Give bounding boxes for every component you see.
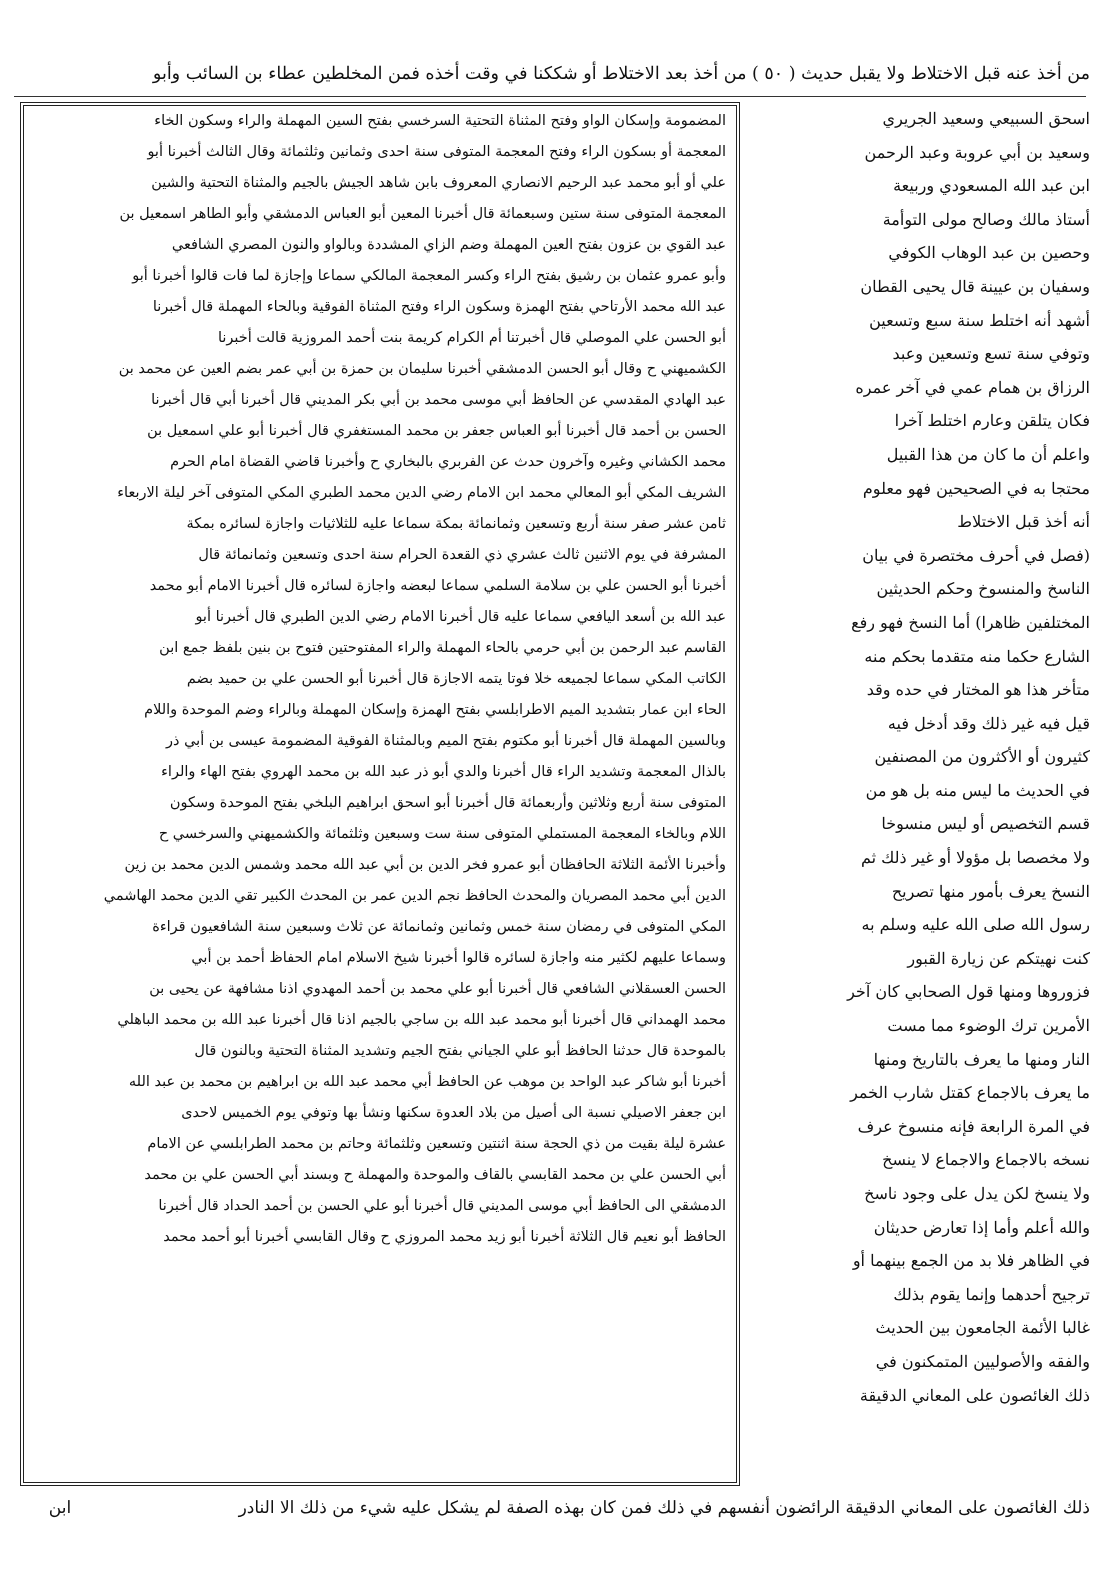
main-text-line: المعجمة المتوفى سنة ستين وسبعمائة قال أخبرنا المعين أبو العباس الدمشقي وأبو الطاهر اسمعيل بن [119,206,726,222]
main-text-line: الحاء ابن عمار بتشديد الميم الاطرابلسي بفتح الهمزة وإسكان المهملة وبالراء وضم الموحدة واللام [144,702,726,718]
margin-line: الشارع حكما منه متقدما بحكم منه [864,646,1090,666]
main-text-line: عبد الله محمد الأرتاحي بفتح الهمزة وسكون الراء وفتح المثناة الفوقية وبالحاء المهملة قال أخبرنا [152,299,726,315]
margin-line: رسول الله صلى الله عليه وسلم به [861,915,1090,935]
main-text-line: الدمشقي الى الحافظ أبي موسى المديني قال أخبرنا أبو علي الحسن بن أحمد الحداد قال أخبرنا [158,1198,726,1214]
main-text-line: الدين أبي محمد المصريان والمحدث الحافظ نجم الدين عمر بن المحدث الكبير تقي الدين محمد الهاشمي [103,888,726,904]
main-text-line: المشرفة في يوم الاثنين ثالث عشري ذي القعدة الحرام سنة احدى وتسعين وثمانمائة قال [198,547,726,563]
catchword: ابن [48,1498,72,1518]
main-text-line: الكشميهني ح وقال أبو الحسن الدمشقي أخبرنا سليمان بن حمزة بن أبي عمر بضم العين عن محمد بن [118,361,726,377]
main-text-line: القاسم عبد الرحمن بن أبي حرمي بالحاء المهملة والراء المفتوحتين فتوح بن بنين بلفظ جمع ابن [159,640,726,656]
main-text-line: أخبرنا أبو الحسن علي بن سلامة السلمي سماعا لبعضه واجازة لسائره قال أخبرنا الامام أبو محمد [149,578,726,594]
margin-line: في المرة الرابعة فإنه منسوخ عرف [857,1116,1090,1136]
page-header: من أخذ عنه قبل الاختلاط ولا يقبل حديث ( ٥٠ ) من أخذ بعد الاختلاط أو شككنا في وقت أخذه فمن المخلطين عطاء بن السائب وأبو [152,64,1090,84]
margin-line: فكان يتلقن وعارم اختلط آخرا [894,411,1090,431]
margin-line: قيل فيه غير ذلك وقد أدخل فيه [887,713,1090,733]
main-text-line: عبد الهادي المقدسي عن الحافظ أبي موسى محمد بن أبي بكر المديني قال أخبرنا أبي قال أخبرنا [151,392,726,408]
margin-line: في الظاهر فلا بد من الجمع بينهما أو [852,1251,1090,1271]
margin-line: اسحق السبيعي وسعيد الجريري [882,109,1090,128]
main-text-line: المعجمة أو بسكون الراء وفتح المعجمة المتوفى سنة احدى وثمانين وثلثمائة وقال الثالث أخبرنا أبو [147,144,726,160]
main-text-line: أبي الحسن علي بن محمد القابسي بالقاف والموحدة والمهملة ح وبسند أبي الحسن علي بن محمد [144,1167,726,1183]
main-text-line: محمد الكشاني وغيره وآخرون حدث عن الفربري بالبخاري ح وأخبرنا قاضي القضاة امام الحرم [170,454,726,470]
margin-line: متأخر هذا هو المختار في حده وقد [866,680,1090,700]
margin-line: ولا مخصصا بل مؤولا أو غير ذلك ثم [860,848,1090,868]
margin-line: النار ومنها ما يعرف بالتاريخ ومنها [873,1049,1090,1069]
margin-line: في الحديث ما ليس منه بل هو من [865,780,1090,800]
margin-line: غالبا الأئمة الجامعون بين الحديث [875,1318,1090,1338]
main-text-line: ثامن عشر صفر سنة أربع وتسعين وثمانمائة بمكة سماعا عليه للثلاثيات واجازة لسائره بمكة [186,516,726,532]
main-text-line: المتوفى سنة أربع وثلاثين وأربعمائة قال أخبرنا أبو اسحق ابراهيم البلخي بفتح الموحدة وسكون [169,795,726,811]
main-text-line: الحسن بن أحمد قال أخبرنا أبو العباس جعفر بن محمد المستغفري قال أخبرنا أبو علي اسمعيل بن [147,423,726,439]
main-text-line: عشرة ليلة بقيت من ذي الحجة سنة اثنتين وتسعين وثلثمائة وحاتم بن محمد الطرابلسي عن الامام [147,1136,726,1152]
main-text-line: الكاتب المكي سماعا لجميعه خلا فوتا يتمه الاجازة قال أخبرنا أبو الحسن علي بن حميد بضم [186,671,726,687]
margin-line: والفقه والأصوليين المتمكنون في [875,1351,1090,1371]
margin-line: والله أعلم وأما إذا تعارض حديثان [873,1217,1090,1237]
margin-line: ولا ينسخ لكن يدل على وجود ناسخ [864,1184,1090,1203]
margin-line: أشهد أنه اختلط سنة سبع وتسعين [869,310,1090,330]
margin-line: قسم التخصيص أو ليس منسوخا [881,814,1090,834]
margin-line: المختلفين ظاهرا) أما النسخ فهو رفع [851,612,1090,632]
main-text-line: اللام وبالخاء المعجمة المستملي المتوفى سنة ست وسبعين وثلثمائة والكشميهني والسرخسي ح [158,826,726,842]
margin-line: النسخ يعرف بأمور منها تصريح [891,881,1090,901]
main-text-line: عبد القوي بن عزون بفتح العين المهملة وضم الزاي المشددة وبالواو والنون المصري الشافعي [171,237,726,253]
margin-line: وسعيد بن أبي عروبة وعبد الرحمن [864,142,1090,162]
page-footer-line: ذلك الغائصون على المعاني الدقيقة الرائضون أنفسهم في ذلك فمن كان بهذه الصفة لم يشكل عليه شيء من ذلك الا النادر [238,1498,1090,1518]
main-text-line: بالذال المعجمة وتشديد الراء قال أخبرنا والدي أبو ذر عبد الله بن محمد الهروي بفتح الهاء والراء [161,764,726,780]
main-text-line: عبد الله بن أسعد اليافعي سماعا عليه قال أخبرنا الامام رضي الدين الطبري قال أخبرنا أبو [195,609,726,625]
margin-line: الرزاق بن همام عمي في آخر عمره [855,377,1090,397]
main-text-line: أبو الحسن علي الموصلي قال أخبرتنا أم الكرام كريمة بنت أحمد المروزية قالت أخبرنا [217,330,726,346]
header-divider [14,96,1086,97]
main-text-line: ابن جعفر الاصيلي نسبة الى أصيل من بلاد العدوة سكنها ونشأ بها وتوفي يوم الخميس لاحدى [181,1105,726,1121]
main-text-line: وبالسين المهملة قال أخبرنا أبو مكتوم بفتح الميم وبالمثناة الفوقية المضمومة عيسى بن أبي ذر [166,733,726,749]
margin-line: أنه أخذ قبل الاختلاط [957,512,1090,532]
main-text-line: وأخبرنا الأئمة الثلاثة الحافظان أبو عمرو فخر الدين بن أبي عبد الله محمد وشمس الدين محمد بن زين [124,857,726,873]
main-text-line: وسماعا عليهم لكثير منه واجازة لسائره قالوا أخبرنا شيخ الاسلام امام الحفاظ أحمد بن أبي [191,950,726,966]
margin-line: ما يعرف بالاجماع كقتل شارب الخمر [850,1083,1090,1103]
main-text-line: الحسن العسقلاني الشافعي قال أخبرنا أبو علي محمد بن أحمد المهدوي اذنا مشافهة عن يحيى بن [149,981,726,997]
margin-line: كثيرون أو الأكثرون من المصنفين [874,747,1090,767]
margin-line: واعلم أن ما كان من هذا القبيل [886,444,1090,464]
margin-line: ترجيح أحدهما وإنما يقوم بذلك [893,1284,1090,1304]
main-text-line: الحافظ أبو نعيم قال الثلاثة أخبرنا أبو زيد محمد المروزي ح وقال القابسي أخبرنا أبو أحمد محمد [163,1229,726,1245]
main-text-line: المضمومة وإسكان الواو وفتح المثناة التحتية السرخسي بفتح السين المهملة والراء وسكون الخاء [154,113,726,129]
margin-commentary-column [760,102,1090,1482]
margin-line: وحصين بن عبد الوهاب الكوفي [888,243,1090,263]
main-text-line: محمد الهمداني قال أخبرنا أبو محمد عبد الله بن ساجي بالجيم اذنا قال أخبرنا عبد الله بن محمد الباهلي [117,1012,726,1028]
main-text-line: بالموحدة قال حدثنا الحافظ أبو علي الجياني بفتح الجيم وتشديد المثناة التحتية وبالنون قال [194,1043,726,1059]
main-text-line: المكي المتوفى في رمضان سنة خمس وثمانين وثمانمائة عن ثلاث وسبعين سنة الشافعيون قراءة [152,919,726,935]
main-text-line: أخبرنا أبو شاكر عبد الواحد بن موهب عن الحافظ أبي محمد عبد الله بن ابراهيم بن محمد بن عبد الله [128,1074,726,1090]
margin-line: نسخه بالاجماع والاجماع لا ينسخ [882,1150,1090,1170]
margin-line: الناسخ والمنسوخ وحكم الحديثين [876,579,1090,599]
margin-line: محتجا به في الصحيحين فهو معلوم [862,478,1090,498]
margin-line: أستاذ مالك وصالح مولى التوأمة [882,209,1090,229]
margin-line: وسفيان بن عيينة قال يحيى القطان [860,276,1090,296]
margin-line: ذلك الغائصون على المعاني الدقيقة [859,1385,1090,1405]
main-text-frame [20,102,740,1486]
margin-line: ابن عبد الله المسعودي وربيعة [893,176,1090,196]
margin-line: (فصل في أحرف مختصرة في بيان [862,545,1090,565]
main-text-line: علي أو أبو محمد عبد الرحيم الانصاري المعروف بابن شاهد الجيش بالجيم والمثناة التحتية والشين [151,175,726,191]
margin-line: الأمرين ترك الوضوء مما مست [887,1016,1090,1036]
main-text-line: الشريف المكي أبو المعالي محمد ابن الامام رضي الدين محمد الطبري المكي المتوفى آخر ليلة الاربعاء [117,485,726,501]
main-text-line: وأبو عمرو عثمان بن رشيق بفتح الراء وكسر المعجمة المالكي سماعا وإجازة لما فات قالوا أخبرنا أبو [132,268,726,284]
margin-line: وتوفي سنة تسع وتسعين وعبد [892,344,1090,364]
margin-line: كنت نهيتكم عن زيارة القبور [907,948,1090,968]
margin-line: فزوروها ومنها قول الصحابي كان آخر [847,982,1090,1002]
